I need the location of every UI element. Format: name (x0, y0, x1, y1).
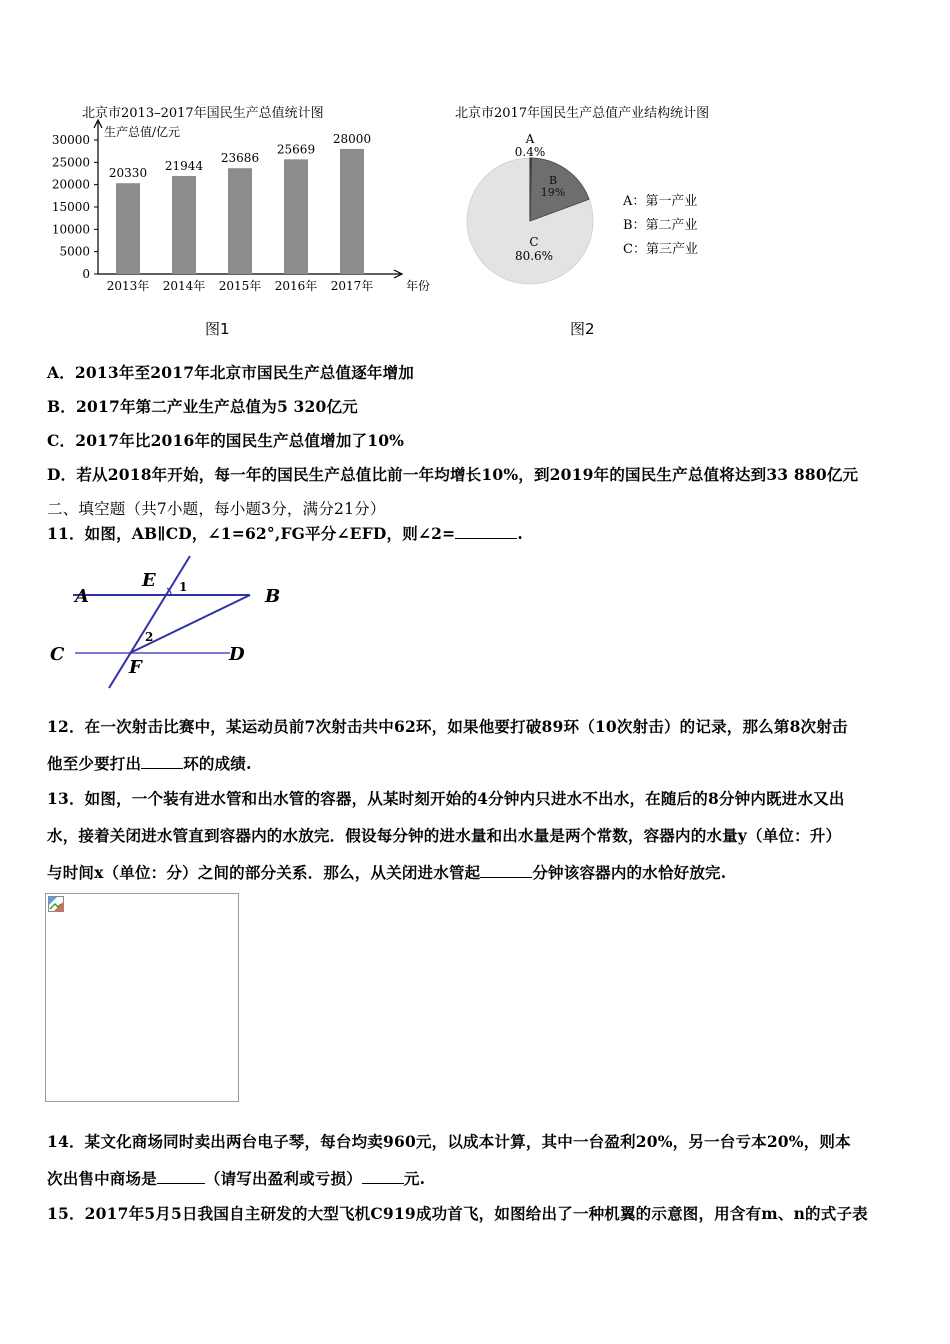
question-13-text-a: 与时间x（单位：分）之间的部分关系．那么，从关闭进水管起 (47, 863, 481, 882)
question-13-text-b: 分钟该容器内的水恰好放完. (532, 863, 727, 882)
question-11-end: . (517, 524, 523, 543)
x-axis-label: 年份 (406, 279, 431, 293)
x-tick-label: 2015年 (218, 279, 262, 293)
pie-legend-item: B：第二产业 (623, 218, 698, 233)
bar (172, 176, 196, 274)
label-f: F (129, 657, 142, 678)
bar-value-label: 21944 (164, 158, 204, 173)
y-tick-label: 15000 (51, 200, 90, 214)
pie-label-c-letter: C (529, 235, 539, 249)
bar-value-label: 20330 (108, 166, 148, 181)
question-11-text: 11．如图，AB∥CD，∠1=62°,FG平分∠EFD，则∠2= (47, 524, 456, 543)
bar-value-label: 23686 (220, 151, 260, 166)
pie-legend-item: A：第一产业 (623, 194, 698, 209)
question-15-line1: 15．2017年5月5日我国自主研发的大型飞机C919成功首飞，如图给出了一种机翼的示意图，用含有m、n的式子表 (47, 1204, 868, 1223)
option-d: D．若从2018年开始，每一年的国民生产总值比前一年均增长10%，到2019年的国民生产总值将达到33 880亿元 (47, 465, 859, 484)
pie-label-b-pct: 19% (540, 186, 566, 199)
pie-chart (455, 118, 745, 298)
question-14-line1: 14．某文化商场同时卖出两台电子琴，每台均卖960元，以成本计算，其中一台盈利20%，另一台亏本20%，则本 (47, 1132, 851, 1151)
question-11 (47, 522, 523, 544)
option-a: A．2013年至2017年北京市国民生产总值逐年增加 (47, 363, 415, 382)
bar-value-label: 28000 (332, 131, 372, 146)
option-c: C．2017年比2016年的国民生产总值增加了10% (47, 431, 405, 450)
x-tick-label: 2016年 (274, 279, 318, 293)
pie-legend-item: C：第三产业 (623, 242, 698, 257)
y-tick-label: 10000 (51, 222, 90, 237)
pie-label-a-letter: A (525, 132, 535, 146)
broken-image-icon (48, 896, 64, 912)
y-tick-label: 20000 (51, 177, 90, 192)
label-angle-2: 2 (145, 630, 154, 644)
parallel-lines-figure (45, 552, 305, 692)
bar-value-label: 25669 (276, 142, 316, 157)
answer-blank (455, 524, 517, 539)
x-tick-label: 2014年 (162, 279, 206, 293)
bar-chart-title: 北京市2013–2017年国民生产总值统计图 (82, 106, 324, 121)
bar (228, 168, 252, 274)
pie-label-c-pct: 80.6% (514, 249, 554, 263)
bar (116, 183, 140, 274)
answer-blank (157, 1169, 205, 1184)
label-c: C (50, 644, 65, 665)
question-14-text-c: 元. (403, 1169, 426, 1188)
y-tick-label: 0 (82, 267, 90, 281)
label-angle-1: 1 (179, 580, 188, 594)
question-12-text-b: 环的成绩. (183, 754, 252, 773)
question-13-line2: 水，接着关闭进水管直到容器内的水放完．假设每分钟的进水量和出水量是两个常数，容器内的水量y（单位：升） (47, 826, 842, 845)
section-heading: 二、填空题（共7小题，每小题3分，满分21分） (47, 500, 386, 518)
bar (284, 159, 308, 274)
y-tick-label: 25000 (51, 155, 90, 170)
question-14-line2 (47, 1167, 425, 1189)
question-12-line2 (47, 752, 252, 774)
pie-label-b-letter: B (548, 174, 558, 187)
figure2-caption: 图2 (570, 320, 595, 338)
y-tick-label: 5000 (59, 244, 90, 259)
bar (340, 149, 364, 274)
pie-label-a-pct: 0.4% (514, 145, 546, 159)
broken-image-placeholder (45, 893, 239, 1102)
question-13-line1: 13．如图，一个装有进水管和出水管的容器，从某时刻开始的4分钟内只进水不出水，在随后的8分钟内既进水又出 (47, 789, 845, 808)
question-14-text-b: （请写出盈利或亏损） (204, 1169, 362, 1188)
label-b: B (265, 586, 281, 607)
pie-chart-title: 北京市2017年国民生产总值产业结构统计图 (455, 106, 710, 121)
x-tick-label: 2017年 (330, 279, 374, 293)
question-12-line1: 12．在一次射击比赛中，某运动员前7次射击共中62环，如果他要打破89环（10次射击）的记录，那么第8次射击 (47, 717, 848, 736)
figure1-caption: 图1 (205, 320, 230, 338)
answer-blank (141, 754, 183, 769)
y-tick-label: 30000 (51, 133, 90, 147)
y-axis-label: 生产总值/亿元 (104, 125, 181, 139)
option-b: B．2017年第二产业生产总值为5 320亿元 (47, 397, 358, 416)
bar-chart (40, 118, 440, 298)
label-a: A (75, 586, 89, 607)
answer-blank (362, 1169, 404, 1184)
answer-blank (480, 863, 532, 878)
label-d: D (229, 644, 245, 665)
x-tick-label: 2013年 (106, 279, 150, 293)
question-13-line3 (47, 861, 726, 883)
label-e: E (142, 570, 156, 591)
question-14-text-a: 次出售中商场是 (47, 1169, 157, 1188)
question-12-text-a: 他至少要打出 (47, 754, 142, 773)
